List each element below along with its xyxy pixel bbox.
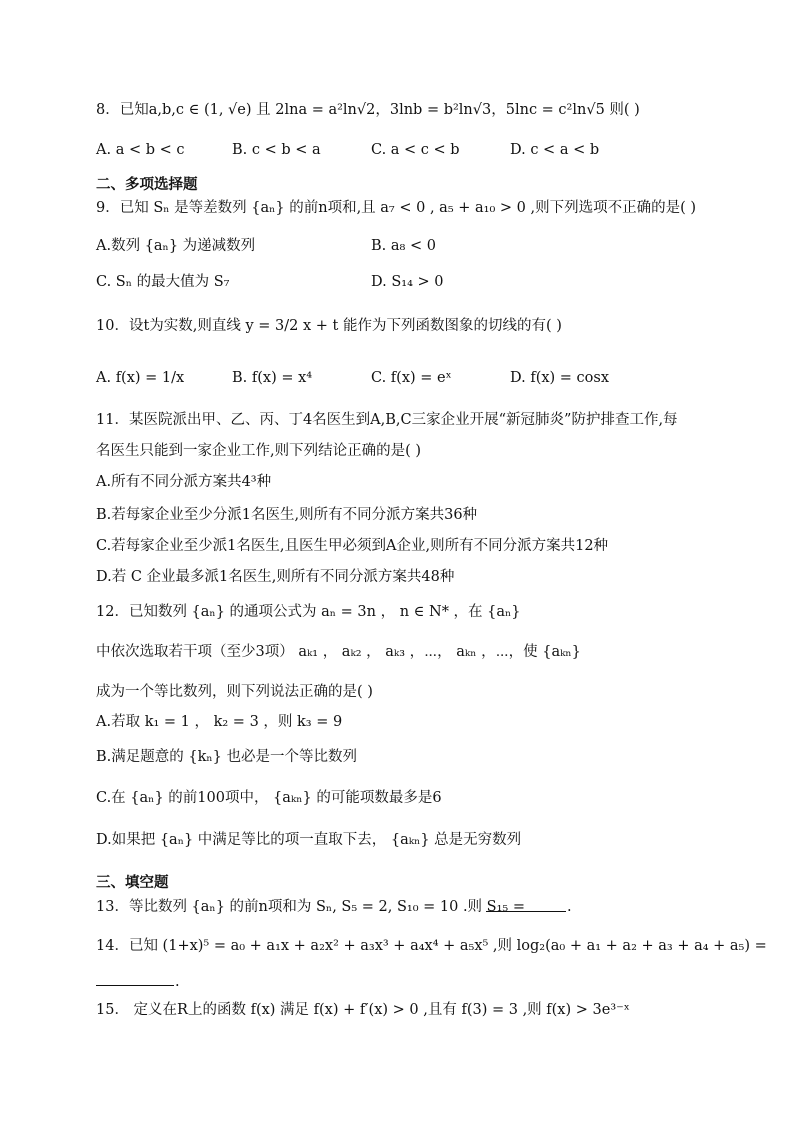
question-14-stem: 14．已知 (1+x)⁵ = a₀ + a₁x + a₂x² + a₃x³ + a₄x⁴ + a₅x⁵ ,则 log₂(a₀ + a₁ + a₂ + a₃ + a₄ + a₅) = <box>96 938 767 954</box>
question-11-option-a: A.所有不同分派方案共4³种 <box>96 474 272 490</box>
section-fill-in-title: 三、填空题 <box>96 875 169 891</box>
question-12-option-d: D.如果把 {aₙ} 中满足等比的项一直取下去， {aₖₙ} 总是无穷数列 <box>96 832 522 848</box>
question-13-answer-blank <box>486 911 566 912</box>
question-10-option-a: A. f(x) = 1/x <box>96 370 185 386</box>
question-9-stem: 9．已知 Sₙ 是等差数列 {aₙ} 的前n项和,且 a₇ < 0 , a₅ + a₁₀ > 0 ,则下列选项不正确的是( ) <box>96 200 696 216</box>
question-13-stem: 13．等比数列 {aₙ} 的前n项和为 Sₙ, S₅ = 2, S₁₀ = 10 .则 S₁₅ = <box>96 899 525 915</box>
question-14-period: . <box>175 974 180 990</box>
question-12-option-c: C.在 {aₙ} 的前100项中， {aₖₙ} 的可能项数最多是6 <box>96 790 442 806</box>
question-10-option-b: B. f(x) = x⁴ <box>232 370 313 386</box>
question-8-option-c: C. a < c < b <box>371 142 460 158</box>
question-8-stem: 8．已知a,b,c ∈ (1, √e) 且 2lna = a²ln√2，3lnb = b²ln√3，5lnc = c²ln√5 则( ) <box>96 102 640 118</box>
question-10-option-d: D. f(x) = cosx <box>510 370 610 386</box>
question-11-stem-line-1: 11．某医院派出甲、乙、丙、丁4名医生到A,B,C三家企业开展“新冠肺炎”防护排查工作,每 <box>96 412 678 428</box>
question-11-option-d: D.若 C 企业最多派1名医生,则所有不同分派方案共48种 <box>96 569 455 585</box>
question-12-stem-line-2: 中依次选取若干项（至少3项） aₖ₁ ， aₖ₂ ， aₖ₃ ，⋯， aₖₙ ，⋯，使 {aₖₙ} <box>96 644 581 660</box>
question-11-option-b: B.若每家企业至少分派1名医生,则所有不同分派方案共36种 <box>96 507 478 523</box>
question-8-option-b: B. c < b < a <box>232 142 321 158</box>
question-12-option-b: B.满足题意的 {kₙ} 也必是一个等比数列 <box>96 749 357 765</box>
question-8-option-d: D. c < a < b <box>510 142 600 158</box>
question-15-stem: 15． 定义在R上的函数 f(x) 满足 f(x) + f′(x) > 0 ,且有 f(3) = 3 ,则 f(x) > 3e³⁻ˣ <box>96 1002 630 1018</box>
question-10-stem: 10．设t为实数,则直线 y = 3/2 x + t 能作为下列函数图象的切线的有( ) <box>96 318 562 334</box>
question-14-answer-blank <box>96 985 174 986</box>
question-13-period: . <box>567 899 572 915</box>
section-multiple-choice-title: 二、多项选择题 <box>96 177 198 193</box>
question-8-option-a: A. a < b < c <box>96 142 185 158</box>
question-12-stem-line-3: 成为一个等比数列，则下列说法正确的是( ) <box>96 684 373 700</box>
question-9-option-c: C. Sₙ 的最大值为 S₇ <box>96 274 230 290</box>
question-9-option-a: A.数列 {aₙ} 为递减数列 <box>96 238 256 254</box>
question-11-stem-line-2: 名医生只能到一家企业工作,则下列结论正确的是( ) <box>96 443 422 459</box>
question-9-option-d: D. S₁₄ > 0 <box>371 274 444 290</box>
question-10-option-c: C. f(x) = eˣ <box>371 370 452 386</box>
question-9-option-b: B. a₈ < 0 <box>371 238 436 254</box>
question-12-option-a: A.若取 k₁ = 1 ， k₂ = 3 ，则 k₃ = 9 <box>96 714 343 730</box>
question-12-stem-line-1: 12．已知数列 {aₙ} 的通项公式为 aₙ = 3n ， n ∈ N* ，在 {aₙ} <box>96 604 521 620</box>
question-11-option-c: C.若每家企业至少派1名医生,且医生甲必须到A企业,则所有不同分派方案共12种 <box>96 538 609 554</box>
